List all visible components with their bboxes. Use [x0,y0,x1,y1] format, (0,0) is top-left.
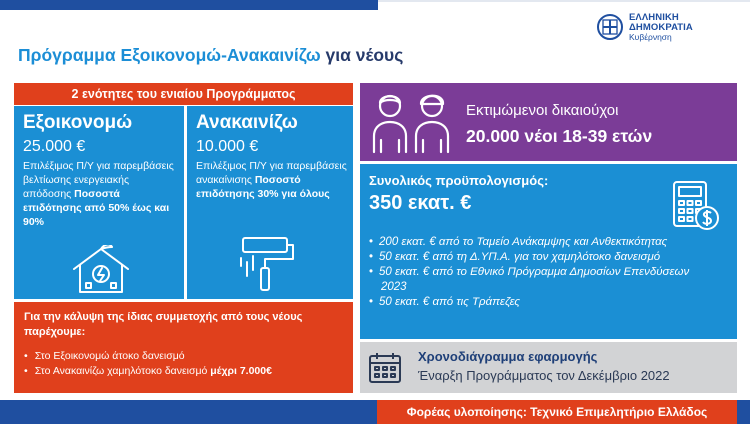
card-exoikonomo [14,106,184,299]
top-stripe [0,0,378,10]
beneficiaries-count: 20.000 νέοι 18-39 ετών [466,126,653,146]
calendar-icon [368,351,402,385]
title-program-name: Πρόγραμμα Εξοικονομώ-Ανακαινίζω [18,45,321,65]
card-exoikonomo-rate: Ποσοστά επιδότησης από 50% έως και 90% [23,188,170,228]
young-people-icon [368,88,456,156]
budget-label: Συνολικός προϋπολογισμός: [369,173,549,188]
own-contribution-list [24,349,272,379]
beneficiaries-box [360,83,737,161]
sections-header: 2 ενότητες του ενιαίου Προγράμματος [14,83,353,105]
schedule-text: Έναρξη Προγράμματος τον Δεκέμβριο 2022 [418,368,670,383]
top-stripe-light [378,0,750,2]
implementing-body: Φορέας υλοποίησης: Τεχνικό Επιμελητήριο Ελλάδος [377,400,737,424]
page-title [18,45,403,66]
card-exoikonomo-amount: 25.000 € [23,138,86,155]
schedule-box [360,342,737,393]
paint-roller-icon [235,232,301,294]
bottom-margin [0,424,750,430]
government-logo [597,12,742,42]
list-item: • 50 εκατ. € από τις Τράπεζες [369,295,714,310]
card-anakainizo-title: Ανακαινίζω [196,112,298,133]
card-anakainizo-desc: Επιλέξιμος Π/Υ για παρεμβάσεις ανακαίνισης [196,160,347,186]
gov-title: ΕΛΛΗΝΙΚΗ ΔΗΜΟΚΡΑΤΙΑ [629,11,693,33]
budget-amount: 350 εκατ. € [369,192,472,214]
schedule-title: Χρονοδιάγραμμα εφαρμογής [418,349,598,364]
budget-box [360,164,737,339]
list-item: • 200 εκατ. € από το Ταμείο Ανάκαμψης και Ανθεκτικότητας [369,235,714,250]
card-anakainizo-text [196,159,352,201]
card-exoikonomo-text [23,159,179,229]
beneficiaries-label: Εκτιμώμενοι δικαιούχοι [466,102,619,119]
card-anakainizo-amount: 10.000 € [196,138,259,155]
list-item-bold: μέχρι 7.000€ [210,365,272,377]
title-suffix: για νέους [320,45,404,65]
own-contribution-box [14,302,353,393]
card-exoikonomo-desc: Επιλέξιμος Π/Υ για παρεμβάσεις βελτίωσης ενεργειακής απόδοσης [23,160,174,200]
list-item: • 50 εκατ. € από το Εθνικό Πρόγραμμα Δημοσίων Επενδύσεων 2023 [369,265,714,295]
list-item-text: Στο Ανακαινίζω χαμηλότοκο δανεισμό [34,365,211,377]
list-item [24,364,272,379]
own-contribution-title: Για την κάλυψη της ίδιας συμμετοχής από τους νέους παρέχουμε: [24,311,303,338]
budget-sources-list [369,235,714,310]
list-item [24,349,272,364]
card-anakainizo-rate: Ποσοστό επιδότησης 30% για όλους [196,174,330,200]
list-item: • 50 εκατ. € από τη Δ.ΥΠ.Α. για τον χαμηλότοκο δανεισμό [369,250,714,265]
eco-house-icon [70,245,132,295]
calculator-icon [672,180,720,232]
card-exoikonomo-title: Εξοικονομώ [23,112,133,133]
gov-subtitle: Κυβέρνηση [629,31,672,42]
card-anakainizo [187,106,353,299]
greek-seal-icon [597,14,623,40]
list-item-text: Στο Εξοικονομώ άτοκο δανεισμό [34,350,185,362]
